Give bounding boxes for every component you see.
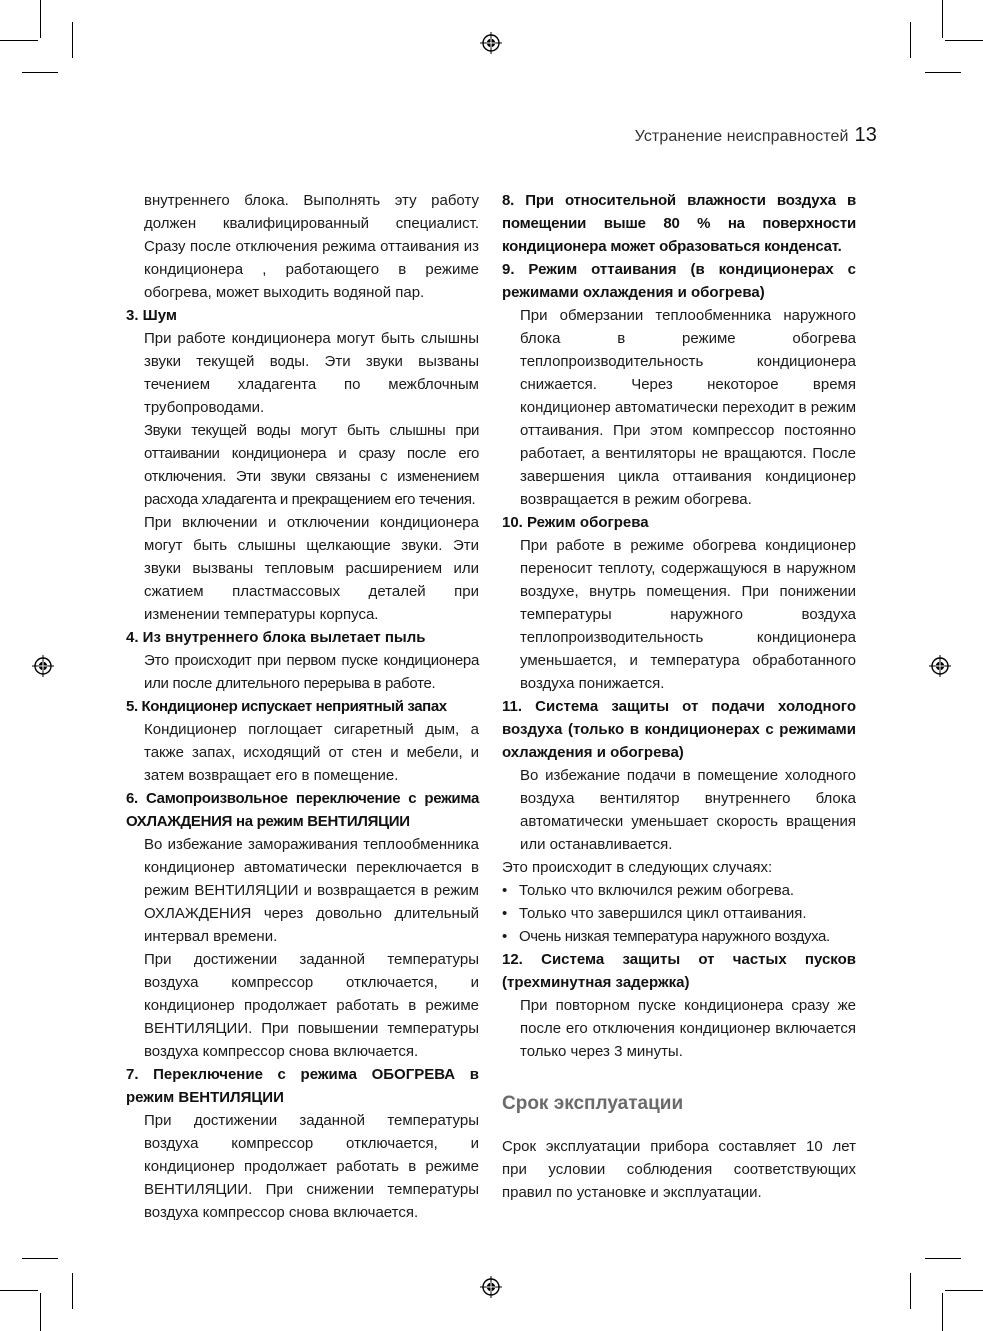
crop-mark-bottom-right-v xyxy=(942,1293,943,1331)
section-5-paragraph-1: Кондиционер поглощает сигаретный дым, а также запах, исходящий от стен и мебели, и затем возвращает его в помещение. xyxy=(144,721,479,784)
service-life-title: Срок эксплуатации xyxy=(502,1093,684,1114)
section-heading-12: 12. Система защиты от частых пусков (трехминутная задержка) xyxy=(502,951,856,991)
crop-mark-top-left-h xyxy=(0,40,38,41)
registration-mark-icon xyxy=(480,1276,502,1298)
crop-mark-bottom-left-h2 xyxy=(22,1258,58,1259)
header-section-title: Устранение неисправностей xyxy=(634,128,849,145)
crop-mark-bottom-right-v2 xyxy=(910,1273,911,1309)
list-item xyxy=(502,925,856,948)
section-6-paragraph-1: Во избежание замораживания теплообменника кондиционер автоматически переключается в режим ВЕНТИЛЯЦИИ и возвращается в режим ОХЛАЖДЕНИЯ через довольно длительный интервал времени. xyxy=(144,836,479,945)
section-11-cases-intro: Это происходит в следующих случаях: xyxy=(502,859,773,876)
list-item-text: Только что завершился цикл оттаивания. xyxy=(519,905,807,922)
list-item xyxy=(502,902,856,925)
registration-mark-icon xyxy=(32,655,54,677)
section-heading-11: 11. Система защиты от подачи холодного воздуха (только в кондиционерах с режимами охлаждения и обогрева) xyxy=(502,698,856,761)
section-heading-10: 10. Режим обогрева xyxy=(502,514,649,531)
section-heading-7: 7. Переключение с режима ОБОГРЕВА в режим ВЕНТИЛЯЦИИ xyxy=(126,1066,479,1106)
list-item-text: Очень низкая температура наружного воздуха. xyxy=(519,928,830,945)
section-9-paragraph-1: При обмерзании теплообменника наружного блока в режиме обогрева теплопроизводительность кондиционера снижается. Через некоторое время кондиционер автоматически переходит в режим оттаивания. При этом компрессор постоянно работает, а вентиляторы не вращаются. После завершения цикла оттаивания кондиционер возвращается в режим обогрева. xyxy=(520,307,857,508)
crop-mark-top-right-v xyxy=(942,0,943,38)
crop-mark-top-left-v2 xyxy=(72,22,73,58)
section-3-paragraph-3: При включении и отключении кондиционера могут быть слышны щелкающие звуки. Эти звуки вызваны тепловым расширением или сжатием пластмассовых деталей при изменении температуры корпуса. xyxy=(144,514,479,623)
list-item xyxy=(502,879,856,902)
page-number: 13 xyxy=(854,124,877,146)
service-life-text: Срок эксплуатации прибора составляет 10 лет при условии соблюдения соответствующих правил по установке и эксплуатации. xyxy=(502,1138,856,1201)
crop-mark-top-right-h xyxy=(945,40,983,41)
running-header xyxy=(635,124,877,147)
section-3-paragraph-2: Звуки текущей воды могут быть слышны при оттаивании кондиционера и сразу после его отключения. Эти звуки связаны с изменением расхода хладагента и прекращением его течения. xyxy=(144,422,479,508)
crop-mark-bottom-left-h xyxy=(0,1290,38,1291)
right-column xyxy=(502,189,856,1204)
crop-mark-top-right-v2 xyxy=(910,22,911,58)
section-heading-8: 8. При относительной влажности воздуха в помещении выше 80 % на поверхности кондиционера может образоваться конденсат. xyxy=(502,192,856,255)
crop-mark-bottom-left-v2 xyxy=(72,1273,73,1309)
bullet-icon: • xyxy=(502,905,508,922)
crop-mark-top-right-h2 xyxy=(925,72,961,73)
section-11-paragraph-1: Во избежание подачи в помещение холодного воздуха вентилятор внутреннего блока автоматически уменьшает скорость вращения или останавливается. xyxy=(520,767,856,853)
bullet-icon: • xyxy=(502,928,508,945)
section-10-paragraph-1: При работе в режиме обогрева кондиционер переносит теплоту, содержащуюся в наружном воздухе, внутрь помещения. При понижении температуры наружного воздуха теплопроизводительность кондиционера уменьшается, и температура обработанного воздуха понижается. xyxy=(520,537,856,692)
crop-mark-bottom-left-v xyxy=(40,1293,41,1331)
section-heading-3: 3. Шум xyxy=(126,307,177,324)
section-heading-6: 6. Самопроизвольное переключение с режима ОХЛАЖДЕНИЯ на режим ВЕНТИЛЯЦИИ xyxy=(126,790,479,830)
section-heading-5: 5. Кондиционер испускает неприятный запах xyxy=(126,698,447,715)
intro-paragraph: внутреннего блока. Выполнять эту работу должен квалифицированный специалист. Сразу после отключения режима оттаивания из кондиционера , работающего в режиме обогрева, может выходить водяной пар. xyxy=(144,192,479,301)
section-4-paragraph-1: Это происходит при первом пуске кондиционера или после длительного перерыва в работе. xyxy=(144,652,479,692)
section-7-paragraph-1: При достижении заданной температуры воздуха компрессор отключается, и кондиционер продолжает работать в режиме ВЕНТИЛЯЦИИ. При снижении температуры воздуха компрессор снова включается. xyxy=(144,1112,479,1221)
section-12-paragraph-1: При повторном пуске кондиционера сразу же после его отключения кондиционер включается только через 3 минуты. xyxy=(520,997,856,1060)
crop-mark-top-left-h2 xyxy=(22,72,58,73)
section-3-paragraph-1: При работе кондиционера могут быть слышны звуки текущей воды. Эти звуки вызваны течением хладагента по межблочным трубопроводами. xyxy=(144,330,479,416)
crop-mark-bottom-right-h2 xyxy=(925,1258,961,1259)
bullet-icon: • xyxy=(502,882,508,899)
crop-mark-top-left-v xyxy=(40,0,41,38)
crop-mark-bottom-right-h xyxy=(945,1290,983,1291)
registration-mark-icon xyxy=(929,655,951,677)
left-column xyxy=(126,189,479,1224)
registration-mark-icon xyxy=(480,32,502,54)
section-heading-9: 9. Режим оттаивания (в кондиционерах с режимами охлаждения и обогрева) xyxy=(502,261,856,301)
section-heading-4: 4. Из внутреннего блока вылетает пыль xyxy=(126,629,426,646)
list-item-text: Только что включился режим обогрева. xyxy=(519,882,795,899)
section-6-paragraph-2: При достижении заданной температуры воздуха компрессор отключается, и кондиционер продолжает работать в режиме ВЕНТИЛЯЦИИ. При повышении температуры воздуха компрессор снова включается. xyxy=(144,951,479,1060)
